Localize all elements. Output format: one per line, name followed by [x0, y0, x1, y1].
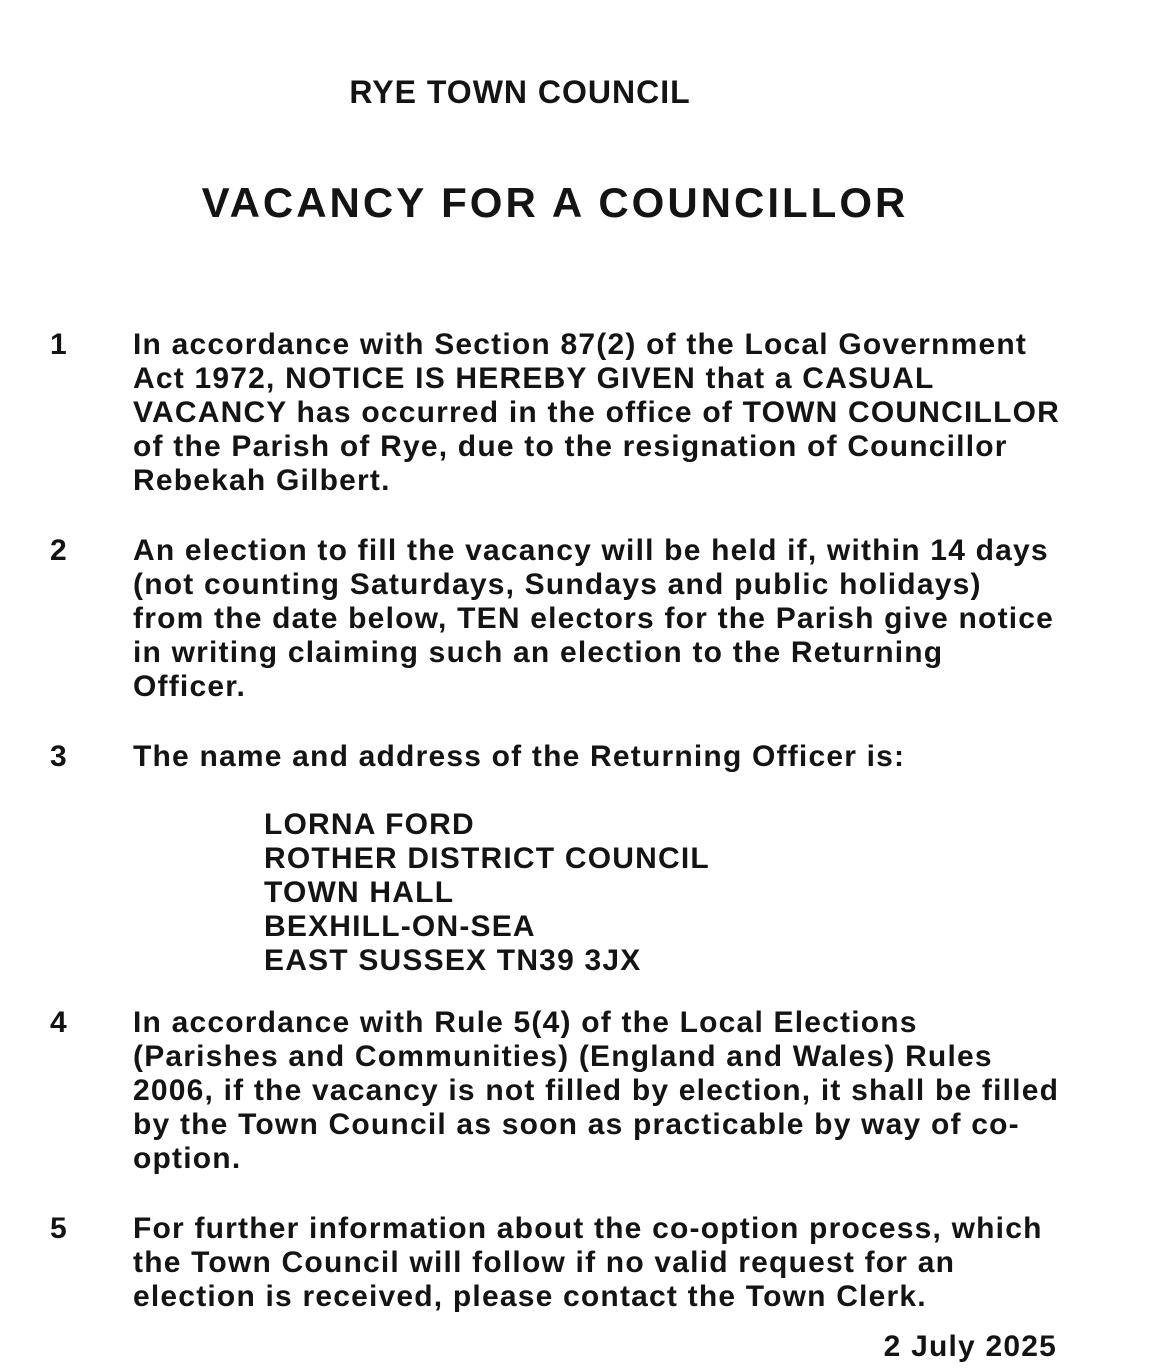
paragraph-text: The name and address of the Returning Officer is: — [133, 740, 906, 773]
address-line-town: BEXHILL-ON-SEA — [264, 910, 536, 943]
address-line-name: LORNA FORD — [264, 808, 475, 841]
returning-officer-address — [264, 808, 1060, 978]
paragraph-number: 4 — [50, 1006, 68, 1039]
notice-date: 2 July 2025 — [883, 1330, 1057, 1363]
paragraph-item-2 — [50, 534, 1060, 704]
address-line-county-postcode: EAST SUSSEX TN39 3JX — [264, 944, 642, 977]
paragraph-text: In accordance with Section 87(2) of the Local Government Act 1972, NOTICE IS HEREBY GIVEN that a CASUAL VACANCY has occurred in the office of TOWN COUNCILLOR of the Parish of Rye, due to the resignation of Councillor Rebekah Gilbert. — [133, 328, 1060, 497]
paragraph-item-5 — [50, 1212, 1060, 1314]
address-line-organisation: ROTHER DISTRICT COUNCIL — [264, 842, 710, 875]
paragraph-item-1 — [50, 328, 1060, 498]
document-subtitle: VACANCY FOR A COUNCILLOR — [201, 179, 909, 226]
numbered-paragraphs — [50, 328, 1060, 1314]
paragraph-text: An election to fill the vacancy will be held if, within 14 days (not counting Saturdays, Sundays and public holidays) from the date below, TEN electors for the Parish give notice in writing claiming such an election to the Returning Officer. — [133, 534, 1055, 703]
paragraph-text: For further information about the co-option process, which the Town Council will follow if no valid request for an election is received, please contact the Town Clerk. — [133, 1212, 1043, 1313]
paragraph-number: 1 — [50, 328, 68, 361]
paragraph-number: 3 — [50, 740, 68, 773]
paragraph-text: In accordance with Rule 5(4) of the Local Elections (Parishes and Communities) (England and Wales) Rules 2006, if the vacancy is not filled by election, it shall be filled by the Town Council as soon as practicable by way of co-option. — [133, 1006, 1060, 1175]
paragraph-item-4 — [50, 1006, 1060, 1176]
document-content — [50, 72, 1060, 1314]
paragraph-item-3 — [50, 740, 1060, 774]
paragraph-number: 5 — [50, 1212, 68, 1245]
paragraph-number: 2 — [50, 534, 68, 567]
address-line-building: TOWN HALL — [264, 876, 455, 909]
document-title: RYE TOWN COUNCIL — [349, 74, 691, 110]
